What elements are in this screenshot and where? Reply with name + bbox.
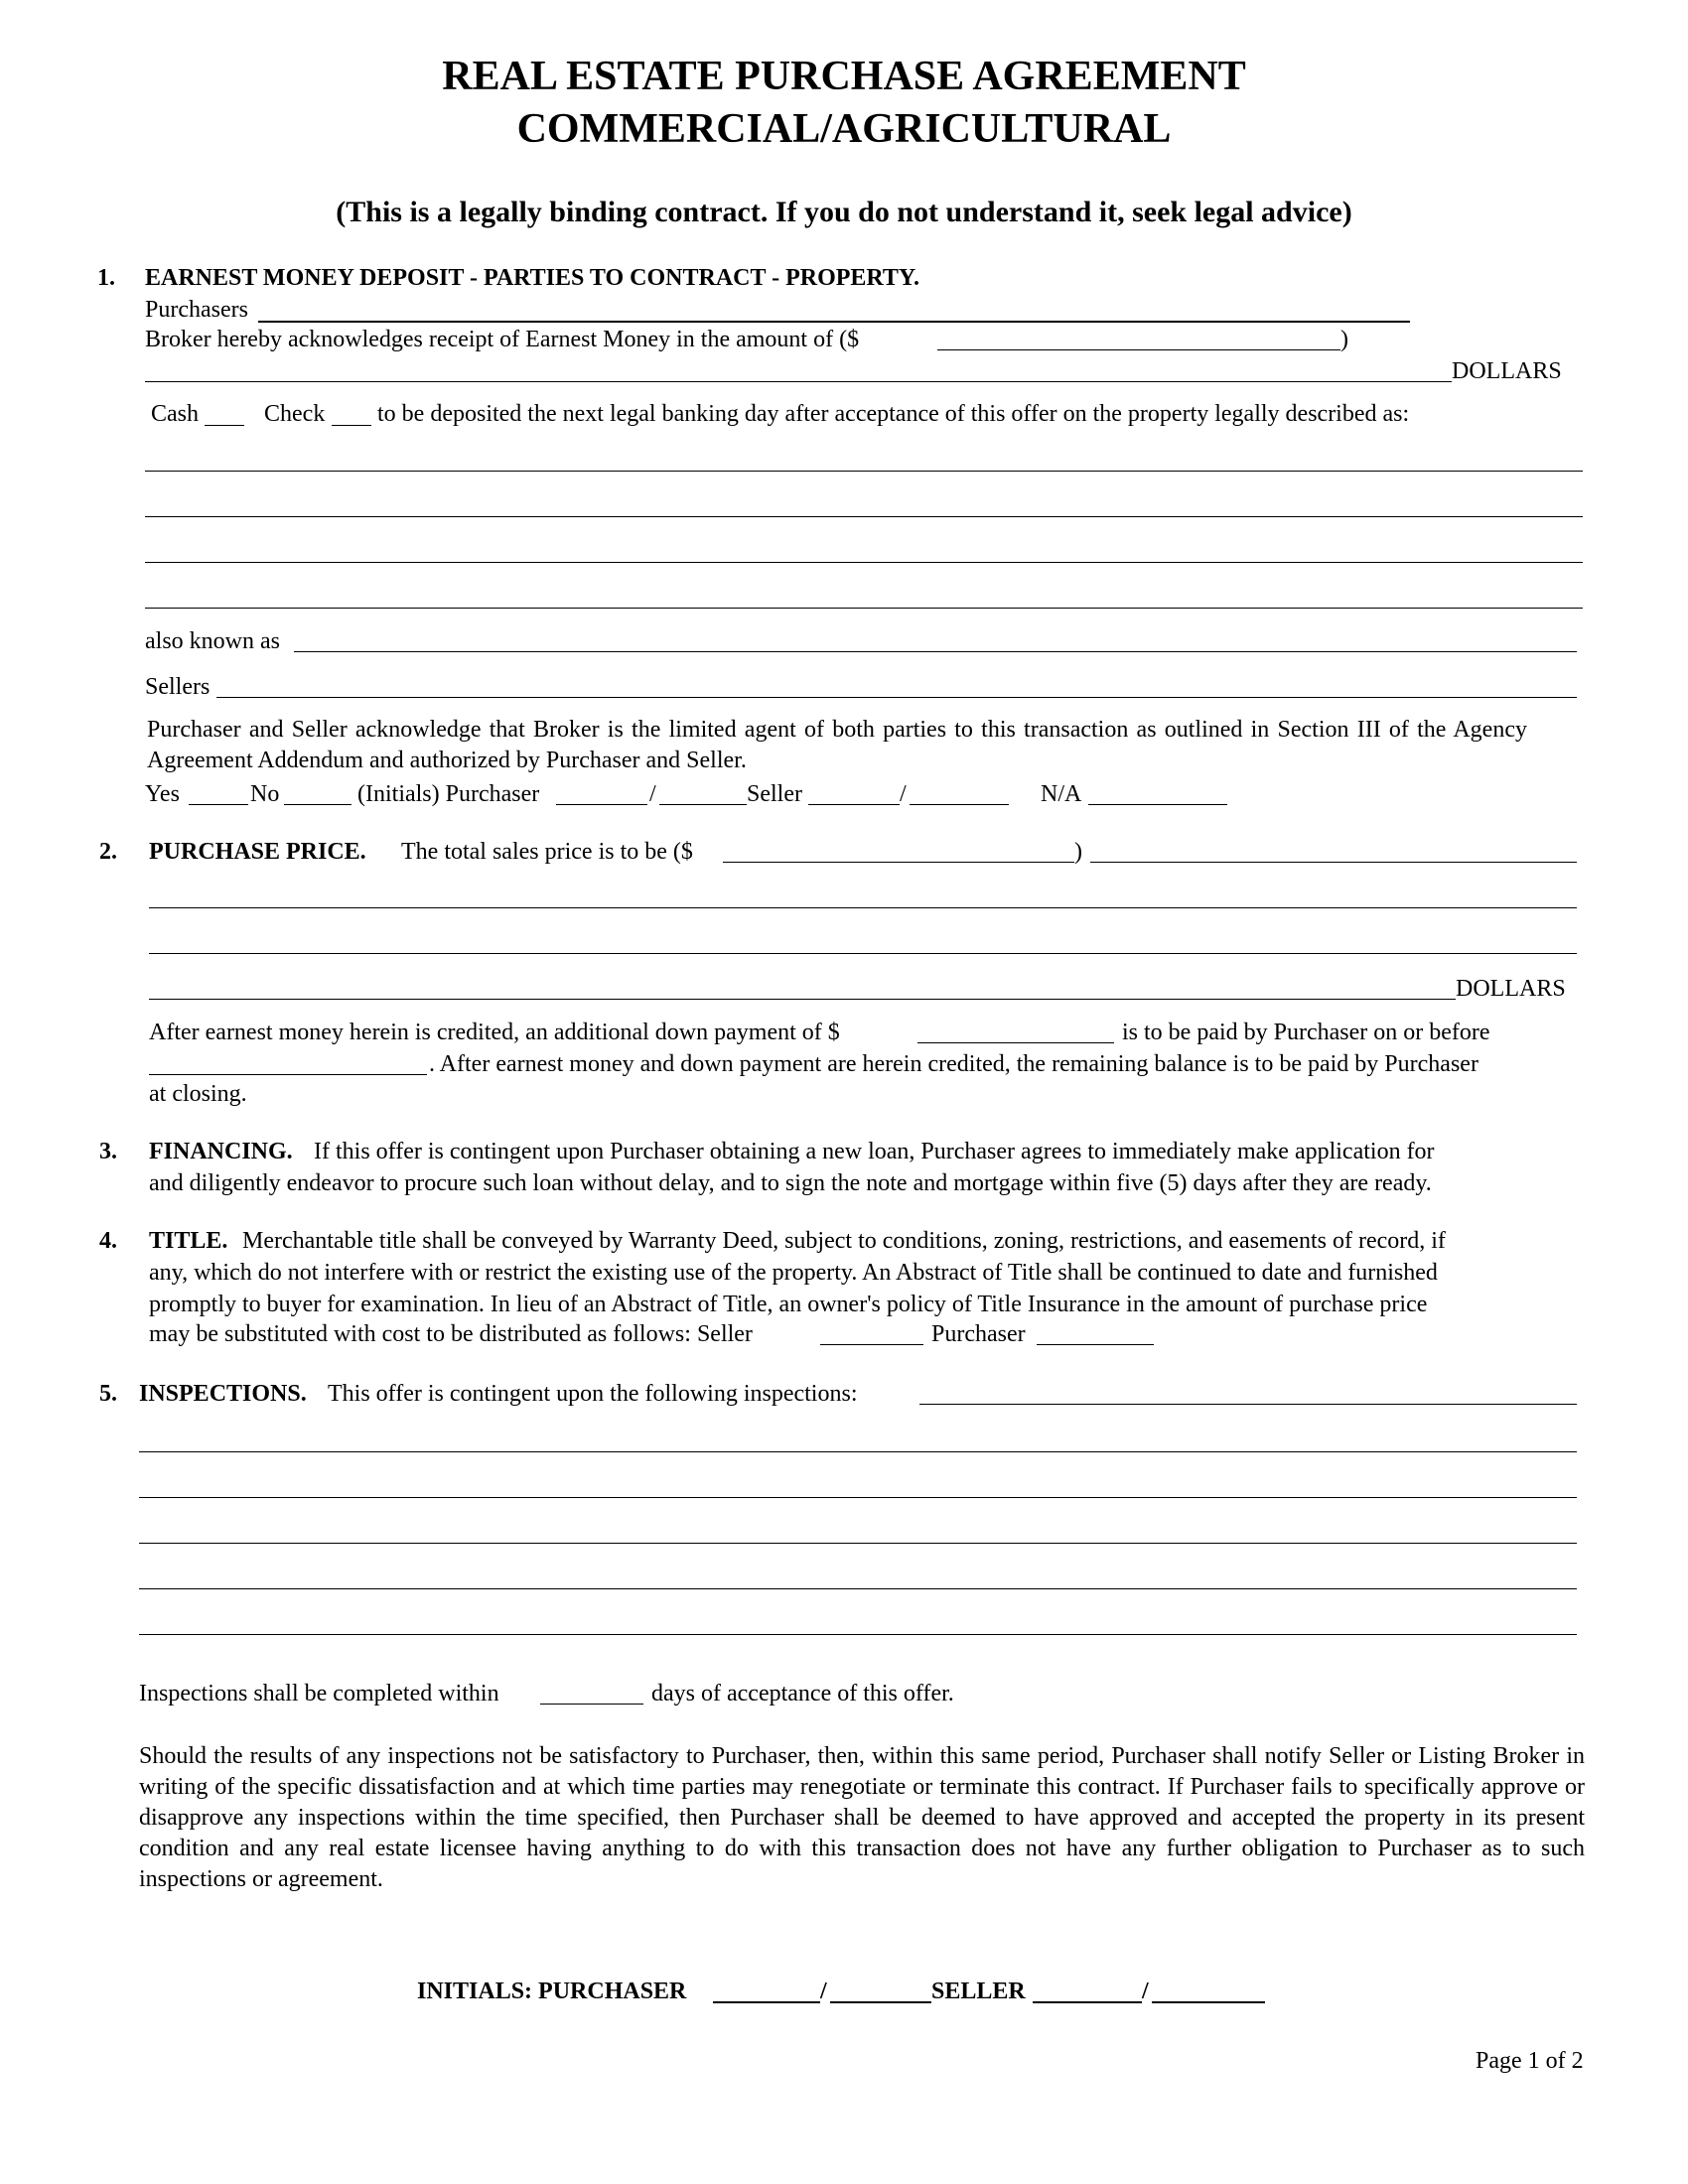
remaining-balance-text: . After earnest money and down payment are herein credited, the remaining balance is to be paid by Purchaser: [429, 1051, 1478, 1077]
purchase-price-words-field[interactable]: [1090, 862, 1577, 863]
title-line-4: may be substituted with cost to be distributed as follows: Seller: [149, 1321, 753, 1347]
section-5-heading: INSPECTIONS.: [139, 1381, 307, 1407]
also-known-as-field[interactable]: [294, 651, 1577, 652]
title-line-1: Merchantable title shall be conveyed by Warranty Deed, subject to conditions, zoning, restrictions, and easements of record, if: [242, 1228, 1446, 1254]
title-line-3: promptly to buyer for examination. In lieu of an Abstract of Title, an owner's policy of Title Insurance in the amount of purchase price: [149, 1292, 1428, 1317]
yes-field[interactable]: [189, 804, 248, 805]
inspection-days-field[interactable]: [540, 1704, 643, 1705]
document-title-line1: REAL ESTATE PURCHASE AGREEMENT: [442, 54, 1246, 99]
section-4-number: 4.: [99, 1228, 117, 1254]
section-4-heading: TITLE.: [149, 1228, 228, 1254]
purchase-price-close-paren: ): [1074, 839, 1082, 865]
section-3-number: 3.: [99, 1139, 117, 1164]
down-payment-field[interactable]: [917, 1042, 1114, 1043]
purchase-price-dollars-label: DOLLARS: [1456, 976, 1566, 1002]
section-1-heading: EARNEST MONEY DEPOSIT - PARTIES TO CONTRACT - PROPERTY.: [145, 265, 920, 291]
broker-ack-text: Broker hereby acknowledges receipt of Earnest Money in the amount of ($: [145, 327, 860, 352]
purchase-price-text: The total sales price is to be ($: [401, 839, 693, 865]
no-label: No: [250, 781, 280, 807]
inspections-line[interactable]: [139, 1497, 1577, 1498]
footer-slash: /: [820, 1979, 827, 2004]
na-label: N/A: [1041, 781, 1082, 807]
legal-description-line[interactable]: [145, 562, 1583, 563]
inspections-line[interactable]: [139, 1451, 1577, 1452]
purchaser-initial-1-field[interactable]: [556, 804, 647, 805]
down-payment-date-field[interactable]: [149, 1074, 427, 1075]
section-2-number: 2.: [99, 839, 117, 865]
section-3-heading: FINANCING.: [149, 1139, 293, 1164]
seller-initial-2-field[interactable]: [910, 804, 1009, 805]
check-label: Check: [264, 401, 326, 427]
title-seller-share-field[interactable]: [820, 1344, 923, 1345]
inspections-line[interactable]: [139, 1543, 1577, 1544]
legal-description-line[interactable]: [145, 516, 1583, 517]
down-payment-text: After earnest money herein is credited, an additional down payment of $: [149, 1020, 840, 1045]
inspections-days-text: days of acceptance of this offer.: [651, 1681, 954, 1706]
purchaser-initial-2-field[interactable]: [659, 804, 747, 805]
also-known-as-label: also known as: [145, 628, 280, 654]
purchase-price-words-line[interactable]: [149, 953, 1577, 954]
inspections-within-text: Inspections shall be completed within: [139, 1681, 499, 1706]
seller-initial-1-field[interactable]: [808, 804, 900, 805]
earnest-close-paren: ): [1340, 327, 1348, 352]
at-closing-text: at closing.: [149, 1081, 247, 1107]
check-checkbox[interactable]: [332, 425, 371, 426]
inspections-line[interactable]: [139, 1634, 1577, 1635]
purchase-price-amount-field[interactable]: [723, 862, 1074, 863]
inspections-line[interactable]: [139, 1588, 1577, 1589]
down-payment-due-text: is to be paid by Purchaser on or before: [1122, 1020, 1490, 1045]
sellers-field[interactable]: [216, 697, 1577, 698]
inspections-text: This offer is contingent upon the following inspections:: [328, 1381, 858, 1407]
inspections-paragraph: Should the results of any inspections not be satisfactory to Purchaser, then, within this same period, Purchaser shall notify Seller or Listing Broker in writing of the specific dissatisfaction and at which time parties may renegotiate or terminate this contract. If Purchaser fails to specifically approve or disapprove any inspections within the time specified, then Purchaser shall be deemed to have approved and accepted the property in its present condition and any real estate licensee having anything to do with this transaction does not have any further obligation to Purchaser as to such inspections or agreement.: [139, 1743, 1585, 1892]
section-1-number: 1.: [97, 265, 115, 291]
title-line-2: any, which do not interfere with or restrict the existing use of the property. An Abstract of Title shall be continued to date and furnished: [149, 1260, 1438, 1286]
sellers-label: Sellers: [145, 674, 211, 700]
cash-label: Cash: [151, 401, 199, 427]
title-purchaser-label: Purchaser: [931, 1321, 1026, 1347]
cash-checkbox[interactable]: [205, 425, 244, 426]
legal-description-line[interactable]: [145, 471, 1583, 472]
section-2-heading: PURCHASE PRICE.: [149, 839, 366, 865]
purchasers-label: Purchasers: [145, 297, 248, 323]
na-field[interactable]: [1088, 804, 1227, 805]
section-5-number: 5.: [99, 1381, 117, 1407]
footer-slash: /: [1142, 1979, 1149, 2004]
document-title-line2: COMMERCIAL/AGRICULTURAL: [516, 106, 1172, 152]
financing-line-2: and diligently endeavor to procure such loan without delay, and to sign the note and mortgage within five (5) days after they are ready.: [149, 1170, 1432, 1196]
slash: /: [900, 781, 907, 807]
title-purchaser-share-field[interactable]: [1037, 1344, 1154, 1345]
document-subtitle: (This is a legally binding contract. If you do not understand it, seek legal advice): [336, 196, 1352, 228]
earnest-amount-field[interactable]: [937, 349, 1340, 350]
footer-seller-initial-2-field[interactable]: [1152, 2001, 1265, 2003]
footer-initials-purchaser-label: INITIALS: PURCHASER: [417, 1979, 687, 2004]
financing-line-1: If this offer is contingent upon Purchaser obtaining a new loan, Purchaser agrees to immediately make application for: [314, 1139, 1435, 1164]
purchase-price-words-line[interactable]: [149, 907, 1577, 908]
footer-purchaser-initial-1-field[interactable]: [713, 2001, 820, 2003]
footer-purchaser-initial-2-field[interactable]: [830, 2001, 931, 2003]
agency-acknowledgement: Purchaser and Seller acknowledge that Broker is the limited agent of both parties to this transaction as outlined in Section III of the Agency Agreement Addendum and authorized by Purchaser and Seller.: [147, 717, 1527, 773]
no-field[interactable]: [284, 804, 352, 805]
slash: /: [649, 781, 656, 807]
legal-description-line[interactable]: [145, 608, 1583, 609]
footer-seller-initial-1-field[interactable]: [1033, 2001, 1142, 2003]
initials-purchaser-label: (Initials) Purchaser: [357, 781, 540, 807]
earnest-words-field[interactable]: [145, 381, 1452, 382]
footer-seller-label: SELLER: [931, 1979, 1026, 2004]
page-number: Page 1 of 2: [1476, 2048, 1584, 2074]
inspections-field[interactable]: [919, 1404, 1577, 1405]
yes-label: Yes: [145, 781, 180, 807]
purchase-price-words-line[interactable]: [149, 999, 1456, 1000]
deposit-text: to be deposited the next legal banking day after acceptance of this offer on the property legally described as:: [377, 401, 1410, 427]
purchasers-field[interactable]: [258, 321, 1410, 323]
seller-initials-label: Seller: [747, 781, 802, 807]
earnest-dollars-label: DOLLARS: [1452, 358, 1562, 384]
